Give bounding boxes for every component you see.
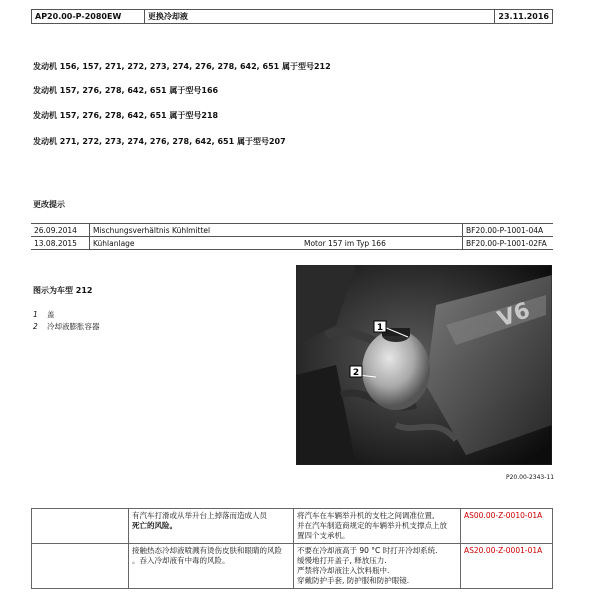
change-notes-title: 更改提示 [33, 200, 65, 209]
engine-models: 157, 276, 278, 642, 651 属于型号166 [59, 86, 219, 95]
doc-id: AP20.00-P-2080EW [32, 10, 145, 23]
warning-ref[interactable]: AS00.00-Z-0010-01A [461, 509, 553, 544]
warning-cause: 接触热态冷却液喷溅有烫伤皮肤和眼睛的风险 。吞入冷却液有中毒的风险。 [129, 544, 294, 589]
warning-table [31, 508, 553, 589]
legend-num: 1 [33, 310, 38, 319]
callout-label: 1 [376, 323, 384, 333]
warning-remedy: 将汽车在车辆举升机的支柱之间调准位置, 并在汽车制造商规定的车辆举升机支撑点上放 置四个支承机。 [294, 509, 461, 544]
legend-num: 2 [33, 322, 38, 331]
note-ref: BF20.00-P-1001-02FA [463, 237, 554, 250]
engine-bay-photo [296, 265, 552, 465]
note-date: 13.08.2015 [31, 237, 90, 250]
legend-item [33, 309, 100, 321]
engine-models: 157, 276, 278, 642, 651 属于型号218 [59, 111, 219, 120]
legend-text: 盖 [47, 310, 55, 319]
note-text: Mischungsverhältnis Kühlmittel [90, 224, 302, 237]
engine-label: 发动机 [33, 111, 57, 120]
table-row [31, 224, 553, 237]
legend-item [33, 321, 100, 333]
legend-text: 冷却液膨胀容器 [47, 322, 100, 331]
engine-label: 发动机 [33, 137, 57, 146]
table-row [31, 237, 553, 250]
table-row [32, 509, 553, 544]
engine-line [33, 62, 331, 72]
document-header [31, 9, 553, 24]
warning-remedy: 不要在冷却液高于 90 °C 时打开冷却系统. 缓慢地打开盖子, 释放压力. 严禁将冷却液注入饮料瓶中. 穿戴防护手套, 防护服和防护眼镜. [294, 544, 461, 589]
figure-code: P20.00-2343-11 [506, 474, 555, 481]
warning-ref[interactable]: AS20.00-Z-0001-01A [461, 544, 553, 589]
note-ref: BF20.00-P-1001-04A [463, 224, 554, 237]
warning-icon-cell [32, 509, 129, 544]
note-scope [301, 224, 463, 237]
engine-label: 发动机 [33, 86, 57, 95]
engine-models: 156, 157, 271, 272, 273, 274, 276, 278, 642, 651 属于型号212 [59, 62, 331, 71]
warning-cause: 有汽车打滑或从举升台上掉落而造成人员 死亡的风险。 [129, 509, 294, 544]
note-scope: Motor 157 im Typ 166 [301, 237, 463, 250]
engine-line [33, 137, 286, 147]
change-notes-table [31, 223, 553, 250]
svg-text:V6: V6 [494, 298, 534, 333]
engine-models: 271, 272, 273, 274, 276, 278, 642, 651 属于型号207 [59, 137, 286, 146]
engine-label: 发动机 [33, 62, 57, 71]
note-text: Kühlanlage [90, 237, 302, 250]
callout-label: 2 [352, 368, 360, 378]
doc-title: 更换冷却液 [145, 10, 496, 23]
table-row [32, 544, 553, 589]
doc-date: 23.11.2016 [498, 12, 549, 21]
figure-legend [33, 309, 100, 333]
figure-title: 图示为车型 212 [33, 286, 93, 295]
note-date: 26.09.2014 [31, 224, 90, 237]
engine-line [33, 86, 218, 96]
engine-line [33, 111, 218, 121]
warning-icon-cell [32, 544, 129, 589]
